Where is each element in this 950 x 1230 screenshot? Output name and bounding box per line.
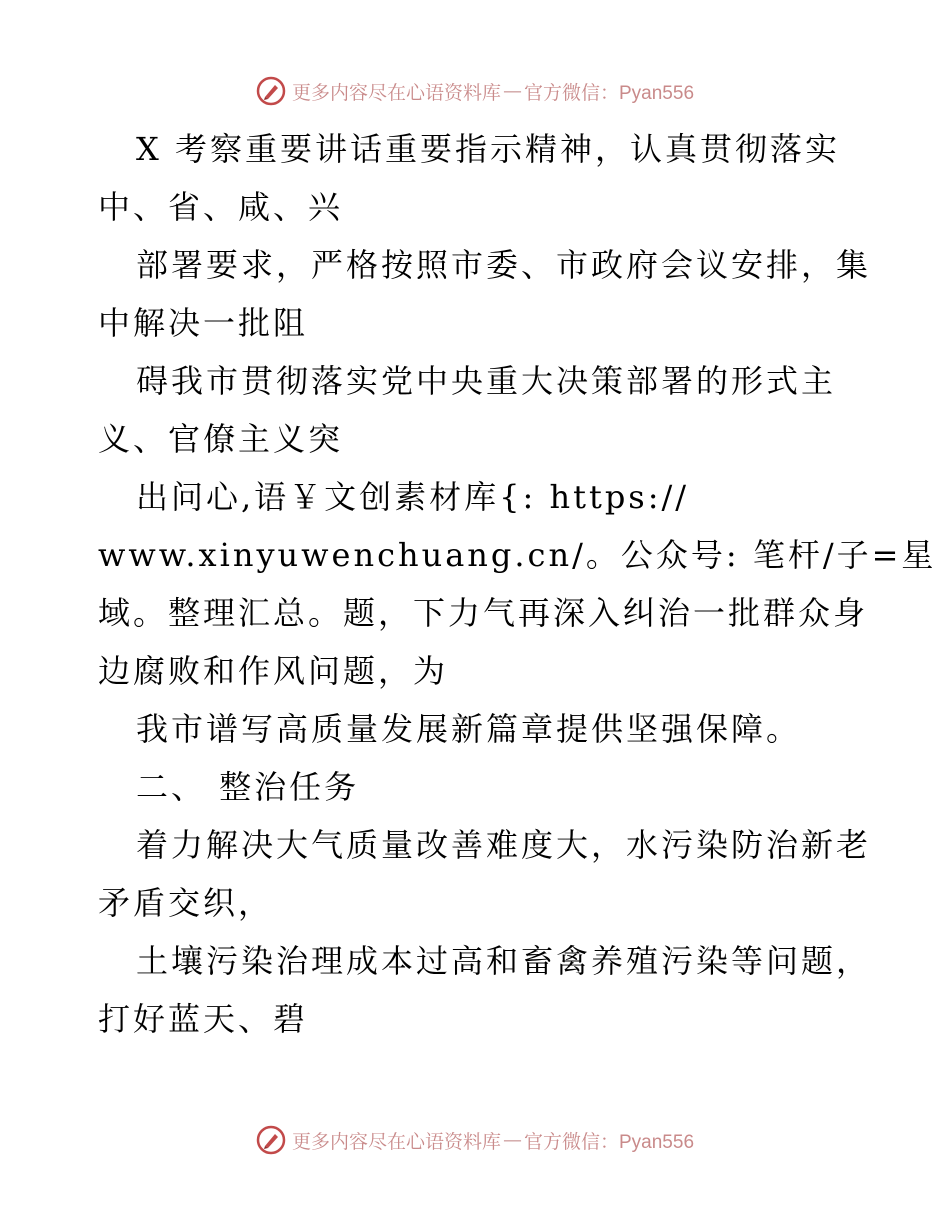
header-watermark bbox=[0, 71, 950, 111]
text-line-7: 出问心,语￥文创素材库{: https:// bbox=[136, 478, 690, 516]
watermark-separator: — bbox=[503, 1129, 522, 1151]
text-line-13: 着力解决大气质量改善难度大，水污染防治新老 bbox=[136, 826, 872, 864]
text-line-3: 部署要求，严格按照市委、市政府会议安排，集 bbox=[136, 246, 872, 284]
watermark-text: 更多内容尽在心语资料库 bbox=[291, 81, 501, 104]
watermark-wechat: 官方微信：Pyan556 bbox=[524, 82, 695, 104]
text-line-9: 域。整理汇总。题，下力气再深入纠治一批群众身 bbox=[98, 594, 869, 632]
text-line-8: www.xinyuwenchuang.cn/。公众号: 笔杆/子=星 bbox=[98, 536, 937, 574]
document-body bbox=[98, 120, 937, 1048]
text-line-10: 边腐败和作风问题，为 bbox=[98, 652, 449, 690]
watermark-wechat: 官方微信：Pyan556 bbox=[524, 1131, 695, 1153]
section-heading: 二、 整治任务 bbox=[136, 768, 360, 806]
text-line-4: 中解决一批阻 bbox=[98, 304, 309, 342]
watermark-text: 更多内容尽在心语资料库 bbox=[291, 1130, 501, 1153]
text-line-15: 土壤污染治理成本过高和畜禽养殖污染等问题， bbox=[136, 942, 872, 980]
text-line-11: 我市谱写高质量发展新篇章提供坚强保障。 bbox=[136, 710, 802, 748]
pen-logo-icon bbox=[256, 1125, 286, 1155]
text-line-1: X 考察重要讲话重要指示精神，认真贯彻落实 bbox=[136, 130, 840, 168]
text-line-5: 碍我市贯彻落实党中央重大决策部署的形式主 bbox=[136, 362, 837, 400]
text-line-16: 打好蓝天、碧 bbox=[98, 1000, 309, 1038]
text-line-14: 矛盾交织， bbox=[98, 884, 274, 922]
watermark-separator: — bbox=[503, 80, 522, 102]
footer-watermark bbox=[0, 1120, 950, 1160]
pen-logo-icon bbox=[256, 76, 286, 106]
text-line-2: 中、省、咸、兴 bbox=[98, 188, 344, 226]
text-line-6: 义、官僚主义突 bbox=[98, 420, 344, 458]
